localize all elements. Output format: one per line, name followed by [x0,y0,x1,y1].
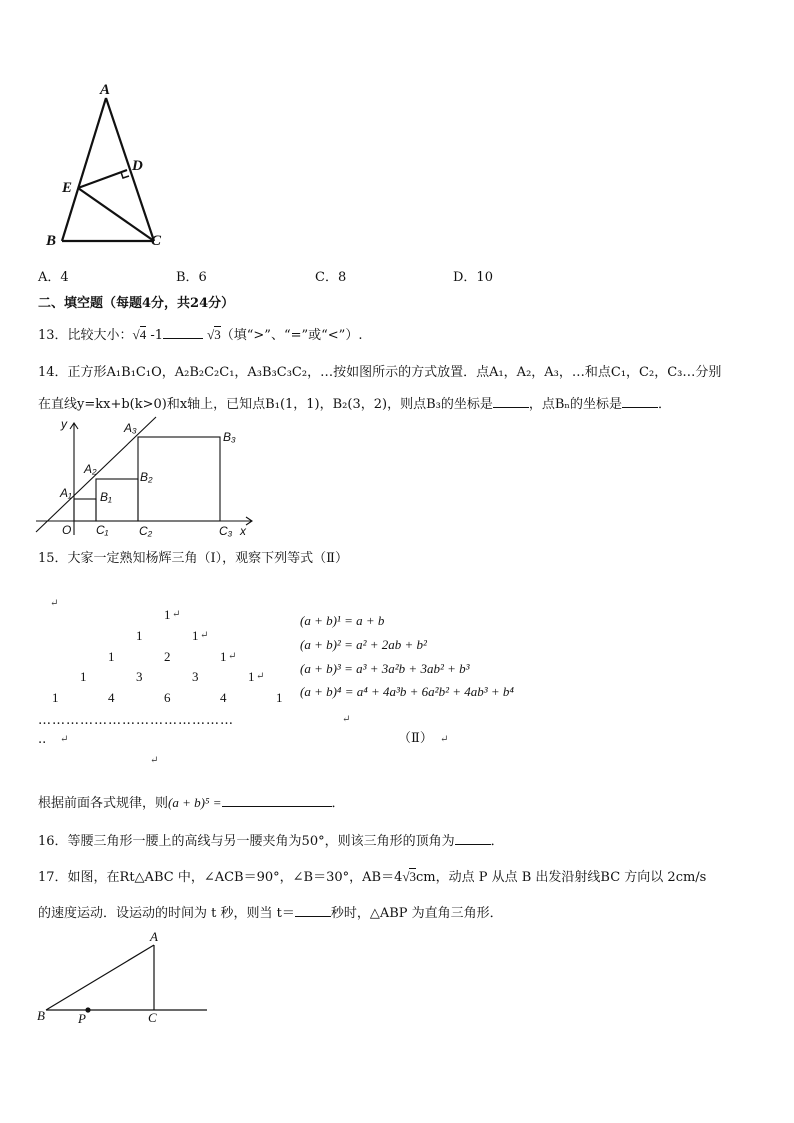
point-label-c1: C₁ [96,523,109,537]
triangle-row-5-item-5: 1 [276,690,283,705]
q15-answer-blank[interactable] [222,794,332,807]
triangle-row-4-item-3: 3 [192,669,199,684]
q17-line1-a: 17．如图，在Rt△ABC 中，∠ACB＝90°，∠B＝30°，AB＝4 [38,870,403,885]
q17-line2-b: 秒时，△ABP 为直角三角形． [330,906,503,921]
triangle-row-5-item-4: 4 [220,690,227,705]
sqrt-4-radicand: 4 [139,327,147,342]
para-mark: ↵ [172,609,181,620]
para-mark: ↵ [150,755,159,766]
triangle-row-3-item-1: 1 [108,649,115,664]
right-triangle-figure-q17 [40,935,220,1025]
point-label-c3: C₃ [219,524,233,538]
binomial-eq-2: (a + b)² = a² + 2ab + b² [300,637,427,652]
para-mark: ↵ [228,651,237,662]
binomial-eq-3: (a + b)³ = a³ + 3a²b + 3ab² + b³ [300,661,470,676]
triangle-row-5-item-3: 6 [164,690,171,705]
triangle-row-3-item-3: 1 [220,649,227,664]
point-label-e: E [62,180,73,196]
question-13 [38,326,362,345]
q15-ask-expr: (a + b)⁵ = [168,795,222,810]
q14-line2-b: ，点Bₙ的坐标是 [528,397,623,412]
q13-suffix: （填“>”、“=”或“<”）. [220,328,363,343]
question-17-line1 [38,868,706,887]
point-label-b: B [37,1008,45,1023]
axis-label-y: y [61,417,67,431]
q17-line2-a: 的速度运动．设运动的时间为 t 秒，则当 t＝ [38,906,295,921]
axis-label-x: x [240,524,246,538]
question-16 [38,832,504,851]
triangle-row-5-item-1: 1 [52,690,59,705]
point-label-a1: A₁ [60,486,72,500]
q14-line2-c: ． [658,397,672,412]
sqrt-3-q17-radicand: 3 [409,869,416,884]
point-label-b3: B₃ [223,430,236,444]
point-label-b2: B₂ [140,470,153,484]
question-15-line1: 15．大家一定熟知杨辉三角（Ⅰ），观察下列等式（Ⅱ） [38,551,349,566]
binomial-eq-1: (a + b)¹ = a + b [300,613,385,628]
q14-blank-b3[interactable] [493,395,529,408]
para-mark: ↵ [440,734,449,745]
q17-line1-b: cm，动点 P 从点 B 出发沿射线BC 方向以 2cm/s [415,870,707,885]
point-label-a2: A₂ [84,462,97,476]
sqrt-3-radicand: 3 [214,327,221,342]
q14-line2-a: 在直线y=kx+b(k>0)和x轴上，已知点B₁(1，1)，B₂(3，2)，则点B₃的坐标是 [38,397,493,412]
sqrt-4: √4 [132,327,147,342]
point-label-d: D [132,158,143,174]
sqrt-3-q17: √3 [402,869,416,884]
question-15-ask [38,794,345,813]
point-label-b1: B₁ [100,490,112,504]
option-d: D．10 [453,270,493,285]
q15-ask-b: ． [331,796,345,811]
para-mark: ↵ [50,598,59,609]
q13-answer-blank[interactable] [163,326,203,339]
question-17-line2 [38,904,503,923]
sqrt-3: √3 [207,327,221,342]
triangle-row-4-item-4: 1 [248,669,255,684]
point-label-c2: C₂ [139,524,153,538]
option-b: B．6 [176,270,207,285]
section-title: 二、填空题（每题4分，共24分） [38,296,235,311]
question-14-line1: 14．正方形A₁B₁C₁O，A₂B₂C₂C₁，A₃B₃C₃C₂，…按如图所示的方式放置．点A₁，A₂，A₃，…和点C₁，C₂，C₃…分别 [38,365,722,380]
point-label-a3: A₃ [124,421,137,435]
option-c: C．8 [315,270,347,285]
point-label-a: A [100,82,111,98]
q14-blank-bn[interactable] [622,395,658,408]
point-label-c: C [151,233,162,249]
triangle-row-4-item-1: 1 [80,669,87,684]
q15-ask-a: 根据前面各式规律，则 [38,796,169,811]
binomial-eq-4: (a + b)⁴ = a⁴ + 4a³b + 6a²b² + 4ab³ + b⁴ [300,684,514,699]
q16-text-a: 16．等腰三角形一腰上的高线与另一腰夹角为50°，则该三角形的顶角为 [38,834,455,849]
para-mark: ↵ [200,630,209,641]
q13-minus: -1 [146,328,163,343]
triangle-row-1-item-1: 1 [164,607,171,622]
question-14-line2 [38,395,671,414]
para-mark: ↵ [60,734,69,745]
para-mark: ↵ [342,714,351,725]
triangle-row-4-item-2: 3 [136,669,143,684]
point-label-a: A [150,929,158,944]
q17-answer-blank[interactable] [295,904,331,917]
q13-prefix: 13．比较大小： [38,328,133,343]
label-ii: （Ⅱ） [398,731,433,746]
q16-text-b: ． [490,834,504,849]
q16-answer-blank[interactable] [455,832,491,845]
point-label-c: C [148,1010,157,1025]
origin-label: O [62,523,72,537]
triangle-dots-end: .. [38,732,47,747]
triangle-row-3-item-2: 2 [164,649,171,664]
triangle-row-2-item-2: 1 [192,628,199,643]
triangle-row-2-item-1: 1 [136,628,143,643]
para-mark: ↵ [256,671,265,682]
point-label-p: P [78,1011,86,1026]
point-label-b: B [46,233,57,249]
option-a: A．4 [38,270,69,285]
triangle-dots: …………………………………… [38,713,234,728]
triangle-row-5-item-2: 4 [108,690,115,705]
